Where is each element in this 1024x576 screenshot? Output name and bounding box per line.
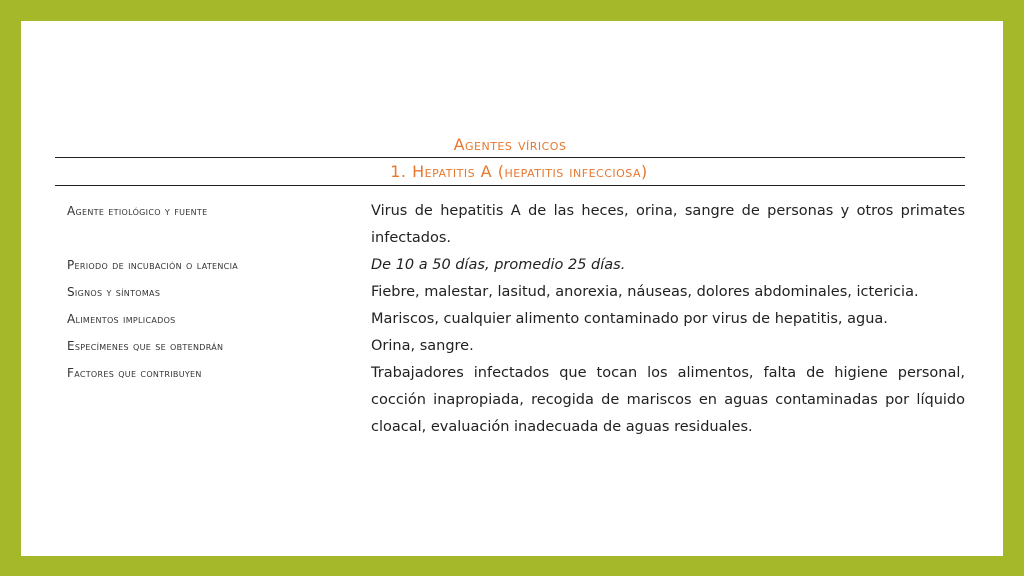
document-table	[55, 133, 965, 441]
middle-rule	[55, 185, 965, 186]
table-title: 1. Hepatitis A (hepatitis infecciosa)	[390, 162, 648, 181]
table-row	[55, 279, 965, 306]
section-heading: Agentes víricos	[453, 135, 567, 154]
row-label: Periodo de incubación o latencia	[67, 258, 238, 272]
row-label: Alimentos implicados	[67, 312, 176, 326]
table-row	[55, 252, 965, 279]
row-label: Especímenes que se obtendrán	[67, 339, 224, 353]
row-label: Agente etiológico y fuente	[67, 204, 208, 218]
table-body	[55, 198, 965, 441]
table-row	[55, 333, 965, 360]
row-label: Signos y síntomas	[67, 285, 161, 299]
row-value: Virus de hepatitis A de las heces, orina, sangre de personas y otros primates infectados.	[371, 203, 965, 246]
row-value: Orina, sangre.	[371, 338, 474, 354]
row-value: Trabajadores infectados que tocan los alimentos, falta de higiene personal, cocción inapropiada, recogida de mariscos en aguas contaminadas por líquido cloacal, evaluación inadecuada de aguas residuales.	[371, 365, 965, 435]
row-value: Mariscos, cualquier alimento contaminado por virus de hepatitis, agua.	[371, 311, 888, 327]
slide	[21, 21, 1003, 556]
table-row	[55, 306, 965, 333]
table-row	[55, 360, 965, 441]
row-value: Fiebre, malestar, lasitud, anorexia, náuseas, dolores abdominales, ictericia.	[371, 284, 919, 300]
row-label: Factores que contribuyen	[67, 366, 202, 380]
table-row	[55, 198, 965, 252]
row-value: De 10 a 50 días, promedio 25 días.	[371, 257, 626, 273]
